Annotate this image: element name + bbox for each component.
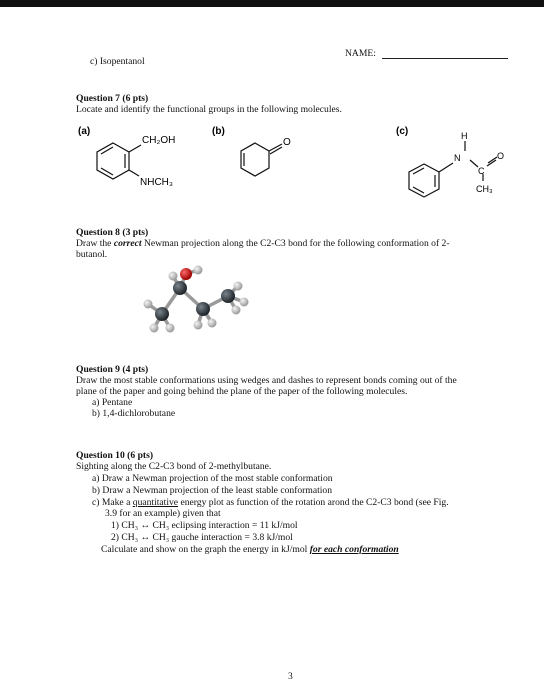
q10-calc-pre: Calculate and show on the graph the energy in kJ/mol <box>101 544 310 555</box>
hydrogen-atom <box>240 298 249 307</box>
hydroxyl-hydrogen-atom <box>194 266 203 275</box>
q7-instruction: Locate and identify the functional groups in the following molecules. <box>76 104 342 115</box>
q10-item-b: b) Draw a Newman projection of the least stable conformation <box>92 485 333 496</box>
q9-item-a: a) Pentane <box>92 397 133 408</box>
top-border-bar <box>0 0 544 7</box>
q9-item-b: b) 1,4-dichlorobutane <box>92 408 176 419</box>
benzene-ring-a <box>97 143 129 179</box>
name-label: NAME: <box>345 48 376 59</box>
ketone-oxygen: O <box>283 137 291 148</box>
worksheet-page <box>0 7 544 700</box>
q8-line1-post: Newman projection along the C2-C3 bond for the following conformation of 2- <box>141 238 450 249</box>
q10-item-a: a) Draw a Newman projection of the most stable conformation <box>92 473 333 484</box>
q9-title: Question 9 (4 pts) <box>76 364 149 375</box>
q8-line2: butanol. <box>76 249 108 260</box>
butanol-ball-stick-model <box>140 262 270 342</box>
carbonyl-o: O <box>497 151 505 161</box>
q10-item-c-pre: c) Make a <box>92 497 133 508</box>
carbon-atom-c3 <box>196 302 210 316</box>
amide-n: N <box>454 153 461 163</box>
q8-correct-emphasis: correct <box>113 238 142 249</box>
label-b: (b) <box>212 126 225 137</box>
name-blank-line <box>382 58 508 59</box>
q10-given-1: 1) CH₃ ↔ CH₃ eclipsing interaction = 11 kJ/mol <box>111 520 298 531</box>
q10-intro: Sighting along the C2-C3 bond of 2-methylbutane. <box>76 461 272 472</box>
label-c: (c) <box>396 126 409 137</box>
carbonyl-c: C <box>478 166 485 176</box>
acetyl-methyl: CH₃ <box>476 184 493 194</box>
hydrogen-atom <box>194 321 203 330</box>
q8-line1 <box>76 238 450 250</box>
carbon-atom-c1 <box>155 307 169 321</box>
hydrogen-atom <box>144 300 153 309</box>
prev-item-isopentanol: c) Isopentanol <box>90 56 145 67</box>
q10-for-each-conformation: for each conformation <box>309 544 399 555</box>
q7-title: Question 7 (6 pts) <box>76 93 149 104</box>
molecule-a <box>97 143 141 179</box>
page-number: 3 <box>288 671 293 682</box>
q8-line1-pre: Draw the <box>76 238 114 249</box>
label-a: (a) <box>78 126 91 137</box>
q9-line2: plane of the paper and going behind the plane of the paper of the following molecules. <box>76 386 408 397</box>
hydrogen-atom <box>234 282 243 291</box>
q10-quantitative-underlined: quantitative <box>132 497 179 508</box>
hydrogen-atom <box>166 324 175 333</box>
q10-item-c-post: energy plot as function of the rotation arond the C2-C3 bond (see Fig. <box>178 497 449 508</box>
cyclohexenone-ring <box>241 143 269 176</box>
q10-title: Question 10 (6 pts) <box>76 450 154 461</box>
molecule-b <box>241 143 282 176</box>
q9-line1: Draw the most stable conformations using wedges and dashes to represent bonds coming out of the <box>76 375 457 386</box>
hydrogen-atom <box>208 319 217 328</box>
amide-h: H <box>461 131 468 141</box>
q7-molecules-figure <box>70 119 530 209</box>
nhch3-group: NHCH₃ <box>140 177 173 188</box>
hydrogen-atom <box>232 306 241 315</box>
ch2oh-group: CH₂OH <box>142 135 176 146</box>
q10-calculate-line <box>101 544 399 556</box>
q8-title: Question 8 (3 pts) <box>76 227 149 238</box>
hydrogen-atom <box>169 272 178 281</box>
q10-item-c-line2: 3.9 for an example) given that <box>105 508 221 519</box>
q10-given-2: 2) CH₃ ↔ CH₃ gauche interaction = 3.8 kJ/mol <box>111 532 293 543</box>
carbon-atom-c4 <box>221 289 235 303</box>
hydrogen-atom <box>150 324 159 333</box>
oxygen-atom <box>180 268 192 280</box>
carbon-atom-c2 <box>173 281 187 295</box>
